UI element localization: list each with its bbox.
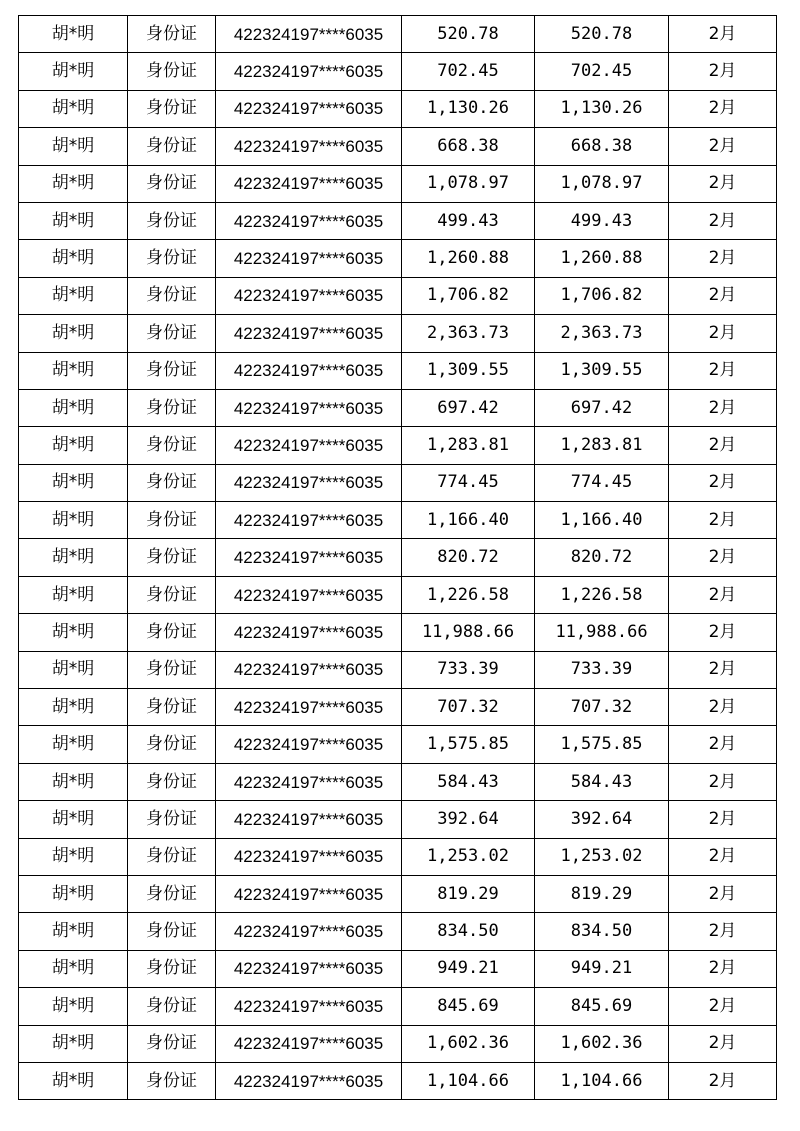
id-number-cell: 422324197****6035 [216, 502, 402, 539]
id-number-cell: 422324197****6035 [216, 1062, 402, 1099]
id-number-cell: 422324197****6035 [216, 539, 402, 576]
table-row [19, 53, 777, 90]
records-table-body [19, 16, 777, 1100]
month-cell: 2月 [669, 389, 777, 426]
table-row [19, 389, 777, 426]
table-row [19, 801, 777, 838]
amount-cell: 774.45 [402, 464, 535, 501]
table-row [19, 539, 777, 576]
month-cell: 2月 [669, 726, 777, 763]
amount-paid-cell: 1,130.26 [535, 90, 669, 127]
name-cell: 胡*明 [19, 315, 128, 352]
amount-paid-cell: 1,260.88 [535, 240, 669, 277]
table-row [19, 1062, 777, 1099]
table-row [19, 576, 777, 613]
amount-cell: 520.78 [402, 16, 535, 53]
id-number-cell: 422324197****6035 [216, 165, 402, 202]
amount-paid-cell: 819.29 [535, 875, 669, 912]
table-row [19, 90, 777, 127]
id-type-cell: 身份证 [128, 913, 216, 950]
id-type-cell: 身份证 [128, 576, 216, 613]
table-row [19, 726, 777, 763]
month-cell: 2月 [669, 53, 777, 90]
records-table [18, 15, 777, 1100]
name-cell: 胡*明 [19, 352, 128, 389]
id-number-cell: 422324197****6035 [216, 801, 402, 838]
table-row [19, 875, 777, 912]
amount-paid-cell: 1,706.82 [535, 277, 669, 314]
amount-paid-cell: 1,104.66 [535, 1062, 669, 1099]
id-type-cell: 身份证 [128, 352, 216, 389]
amount-paid-cell: 774.45 [535, 464, 669, 501]
month-cell: 2月 [669, 90, 777, 127]
id-number-cell: 422324197****6035 [216, 240, 402, 277]
id-number-cell: 422324197****6035 [216, 689, 402, 726]
amount-cell: 1,130.26 [402, 90, 535, 127]
id-type-cell: 身份证 [128, 202, 216, 239]
id-type-cell: 身份证 [128, 16, 216, 53]
table-row [19, 352, 777, 389]
table-row [19, 165, 777, 202]
amount-cell: 392.64 [402, 801, 535, 838]
amount-paid-cell: 1,283.81 [535, 427, 669, 464]
id-type-cell: 身份证 [128, 875, 216, 912]
id-number-cell: 422324197****6035 [216, 277, 402, 314]
id-number-cell: 422324197****6035 [216, 614, 402, 651]
amount-paid-cell: 11,988.66 [535, 614, 669, 651]
id-type-cell: 身份证 [128, 315, 216, 352]
id-number-cell: 422324197****6035 [216, 315, 402, 352]
month-cell: 2月 [669, 240, 777, 277]
table-row [19, 502, 777, 539]
name-cell: 胡*明 [19, 801, 128, 838]
amount-cell: 584.43 [402, 763, 535, 800]
month-cell: 2月 [669, 576, 777, 613]
month-cell: 2月 [669, 875, 777, 912]
id-type-cell: 身份证 [128, 1025, 216, 1062]
table-row [19, 16, 777, 53]
id-number-cell: 422324197****6035 [216, 53, 402, 90]
amount-paid-cell: 1,309.55 [535, 352, 669, 389]
month-cell: 2月 [669, 988, 777, 1025]
amount-paid-cell: 584.43 [535, 763, 669, 800]
month-cell: 2月 [669, 16, 777, 53]
id-number-cell: 422324197****6035 [216, 988, 402, 1025]
table-row [19, 950, 777, 987]
id-number-cell: 422324197****6035 [216, 913, 402, 950]
id-number-cell: 422324197****6035 [216, 763, 402, 800]
name-cell: 胡*明 [19, 165, 128, 202]
name-cell: 胡*明 [19, 913, 128, 950]
table-row [19, 614, 777, 651]
table-row [19, 651, 777, 688]
name-cell: 胡*明 [19, 202, 128, 239]
id-number-cell: 422324197****6035 [216, 202, 402, 239]
table-row [19, 838, 777, 875]
amount-cell: 2,363.73 [402, 315, 535, 352]
amount-paid-cell: 2,363.73 [535, 315, 669, 352]
id-number-cell: 422324197****6035 [216, 875, 402, 912]
name-cell: 胡*明 [19, 16, 128, 53]
table-row [19, 240, 777, 277]
amount-paid-cell: 845.69 [535, 988, 669, 1025]
month-cell: 2月 [669, 763, 777, 800]
amount-paid-cell: 733.39 [535, 651, 669, 688]
name-cell: 胡*明 [19, 838, 128, 875]
amount-paid-cell: 702.45 [535, 53, 669, 90]
amount-cell: 499.43 [402, 202, 535, 239]
amount-paid-cell: 707.32 [535, 689, 669, 726]
name-cell: 胡*明 [19, 53, 128, 90]
amount-cell: 702.45 [402, 53, 535, 90]
amount-paid-cell: 1,253.02 [535, 838, 669, 875]
month-cell: 2月 [669, 913, 777, 950]
amount-cell: 1,253.02 [402, 838, 535, 875]
month-cell: 2月 [669, 838, 777, 875]
month-cell: 2月 [669, 427, 777, 464]
id-number-cell: 422324197****6035 [216, 464, 402, 501]
id-number-cell: 422324197****6035 [216, 90, 402, 127]
name-cell: 胡*明 [19, 614, 128, 651]
amount-cell: 1,706.82 [402, 277, 535, 314]
amount-cell: 733.39 [402, 651, 535, 688]
name-cell: 胡*明 [19, 427, 128, 464]
id-type-cell: 身份证 [128, 651, 216, 688]
amount-cell: 820.72 [402, 539, 535, 576]
id-type-cell: 身份证 [128, 988, 216, 1025]
id-number-cell: 422324197****6035 [216, 128, 402, 165]
month-cell: 2月 [669, 651, 777, 688]
table-row [19, 427, 777, 464]
amount-paid-cell: 697.42 [535, 389, 669, 426]
amount-cell: 1,166.40 [402, 502, 535, 539]
id-type-cell: 身份证 [128, 90, 216, 127]
amount-cell: 707.32 [402, 689, 535, 726]
amount-paid-cell: 520.78 [535, 16, 669, 53]
table-row [19, 277, 777, 314]
month-cell: 2月 [669, 950, 777, 987]
amount-cell: 1,602.36 [402, 1025, 535, 1062]
id-type-cell: 身份证 [128, 726, 216, 763]
month-cell: 2月 [669, 801, 777, 838]
month-cell: 2月 [669, 165, 777, 202]
id-number-cell: 422324197****6035 [216, 651, 402, 688]
month-cell: 2月 [669, 464, 777, 501]
amount-cell: 1,309.55 [402, 352, 535, 389]
id-number-cell: 422324197****6035 [216, 950, 402, 987]
month-cell: 2月 [669, 315, 777, 352]
name-cell: 胡*明 [19, 576, 128, 613]
amount-paid-cell: 499.43 [535, 202, 669, 239]
month-cell: 2月 [669, 1062, 777, 1099]
amount-cell: 11,988.66 [402, 614, 535, 651]
amount-cell: 697.42 [402, 389, 535, 426]
name-cell: 胡*明 [19, 689, 128, 726]
name-cell: 胡*明 [19, 988, 128, 1025]
amount-paid-cell: 1,575.85 [535, 726, 669, 763]
amount-paid-cell: 834.50 [535, 913, 669, 950]
month-cell: 2月 [669, 1025, 777, 1062]
name-cell: 胡*明 [19, 1062, 128, 1099]
table-row [19, 913, 777, 950]
amount-cell: 1,575.85 [402, 726, 535, 763]
id-number-cell: 422324197****6035 [216, 576, 402, 613]
table-row [19, 763, 777, 800]
name-cell: 胡*明 [19, 277, 128, 314]
id-type-cell: 身份证 [128, 165, 216, 202]
month-cell: 2月 [669, 128, 777, 165]
name-cell: 胡*明 [19, 389, 128, 426]
id-number-cell: 422324197****6035 [216, 427, 402, 464]
amount-cell: 1,078.97 [402, 165, 535, 202]
amount-cell: 1,260.88 [402, 240, 535, 277]
amount-cell: 819.29 [402, 875, 535, 912]
table-row [19, 1025, 777, 1062]
table-row [19, 464, 777, 501]
id-type-cell: 身份证 [128, 689, 216, 726]
amount-paid-cell: 668.38 [535, 128, 669, 165]
name-cell: 胡*明 [19, 726, 128, 763]
amount-cell: 949.21 [402, 950, 535, 987]
id-number-cell: 422324197****6035 [216, 726, 402, 763]
name-cell: 胡*明 [19, 1025, 128, 1062]
id-type-cell: 身份证 [128, 427, 216, 464]
name-cell: 胡*明 [19, 502, 128, 539]
table-row [19, 988, 777, 1025]
table-row [19, 315, 777, 352]
name-cell: 胡*明 [19, 763, 128, 800]
table-row [19, 202, 777, 239]
month-cell: 2月 [669, 277, 777, 314]
id-type-cell: 身份证 [128, 277, 216, 314]
id-number-cell: 422324197****6035 [216, 838, 402, 875]
id-type-cell: 身份证 [128, 614, 216, 651]
name-cell: 胡*明 [19, 950, 128, 987]
id-number-cell: 422324197****6035 [216, 16, 402, 53]
id-type-cell: 身份证 [128, 53, 216, 90]
id-type-cell: 身份证 [128, 240, 216, 277]
table-row [19, 128, 777, 165]
name-cell: 胡*明 [19, 90, 128, 127]
id-type-cell: 身份证 [128, 801, 216, 838]
amount-paid-cell: 1,166.40 [535, 502, 669, 539]
amount-cell: 834.50 [402, 913, 535, 950]
name-cell: 胡*明 [19, 651, 128, 688]
name-cell: 胡*明 [19, 539, 128, 576]
id-type-cell: 身份证 [128, 502, 216, 539]
id-type-cell: 身份证 [128, 464, 216, 501]
table-row [19, 689, 777, 726]
amount-paid-cell: 1,078.97 [535, 165, 669, 202]
month-cell: 2月 [669, 614, 777, 651]
month-cell: 2月 [669, 539, 777, 576]
month-cell: 2月 [669, 202, 777, 239]
id-type-cell: 身份证 [128, 128, 216, 165]
amount-cell: 845.69 [402, 988, 535, 1025]
id-type-cell: 身份证 [128, 763, 216, 800]
amount-cell: 668.38 [402, 128, 535, 165]
amount-cell: 1,104.66 [402, 1062, 535, 1099]
id-type-cell: 身份证 [128, 838, 216, 875]
id-type-cell: 身份证 [128, 539, 216, 576]
id-type-cell: 身份证 [128, 389, 216, 426]
name-cell: 胡*明 [19, 464, 128, 501]
id-number-cell: 422324197****6035 [216, 1025, 402, 1062]
amount-paid-cell: 820.72 [535, 539, 669, 576]
name-cell: 胡*明 [19, 128, 128, 165]
amount-cell: 1,226.58 [402, 576, 535, 613]
month-cell: 2月 [669, 352, 777, 389]
name-cell: 胡*明 [19, 240, 128, 277]
amount-paid-cell: 1,602.36 [535, 1025, 669, 1062]
name-cell: 胡*明 [19, 875, 128, 912]
month-cell: 2月 [669, 502, 777, 539]
amount-paid-cell: 1,226.58 [535, 576, 669, 613]
month-cell: 2月 [669, 689, 777, 726]
amount-paid-cell: 392.64 [535, 801, 669, 838]
id-number-cell: 422324197****6035 [216, 389, 402, 426]
id-type-cell: 身份证 [128, 1062, 216, 1099]
id-number-cell: 422324197****6035 [216, 352, 402, 389]
id-type-cell: 身份证 [128, 950, 216, 987]
amount-paid-cell: 949.21 [535, 950, 669, 987]
amount-cell: 1,283.81 [402, 427, 535, 464]
